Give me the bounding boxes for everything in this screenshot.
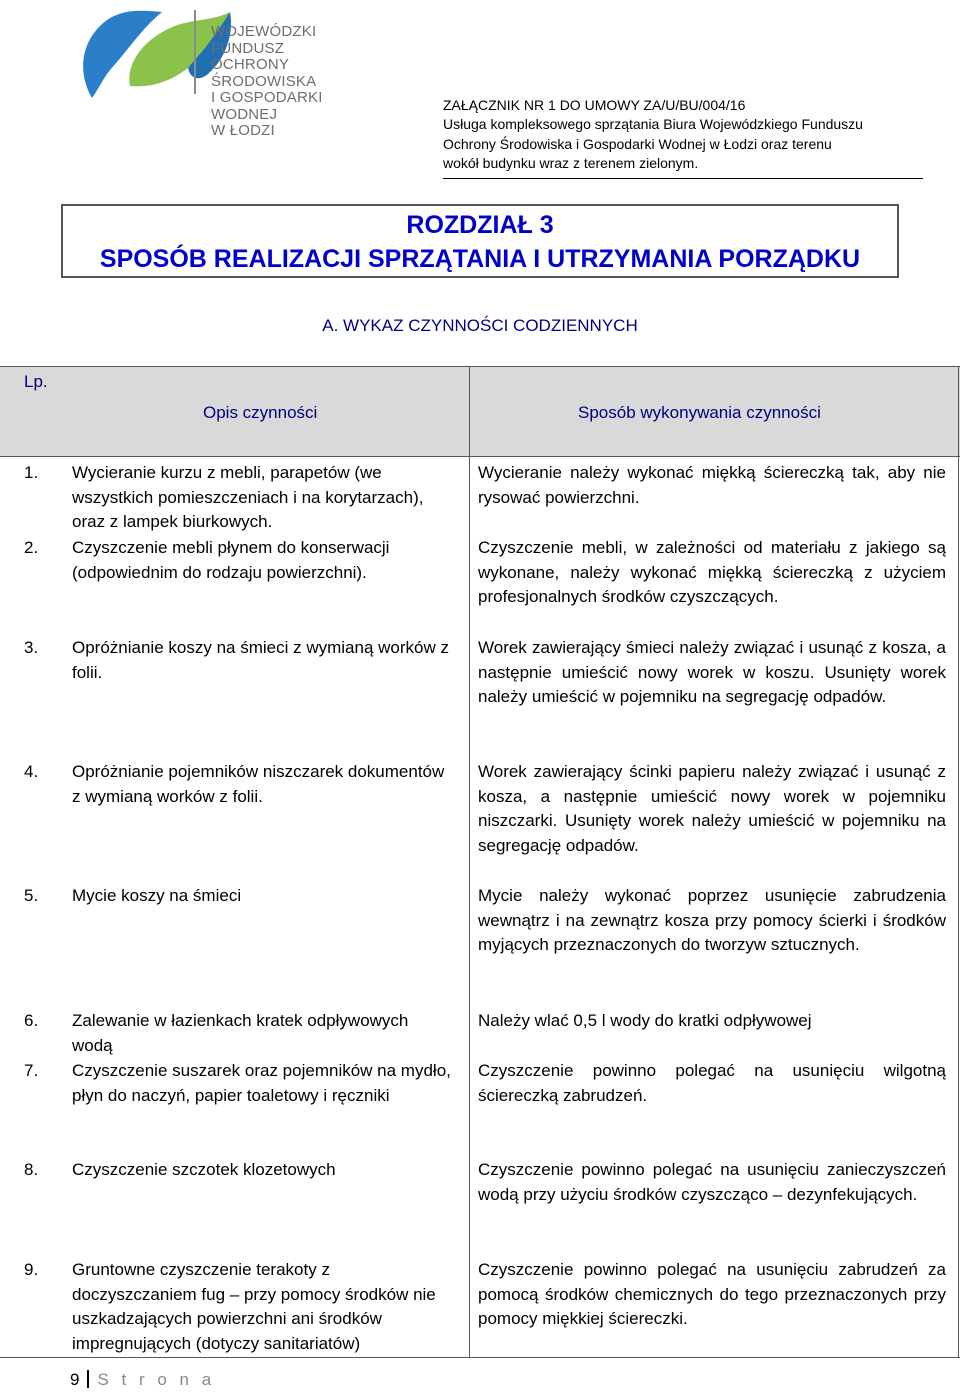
row-description: Zalewanie w łazienkach kratek odpływowych wodą [72,1011,409,1055]
chapter-box [61,204,899,278]
logo-line: W ŁODZI [211,122,275,139]
row-description: Opróżnianie pojemników niszczarek dokumentów z wymianą worków z folii. [72,762,445,806]
row-number: 9. [24,1260,39,1279]
row-description: Czyszczenie suszarek oraz pojemników na mydło, płyn do naczyń, papier toaletowy i ręczniki [72,1061,451,1105]
table-border [958,366,959,1358]
row-method: Worek zawierający śmieci należy związać i usunąć z kosza, a następnie umieścić nowy worek w koszu. Usunięty worek należy umieścić w pojemniku na segregację odpadów. [478,638,946,707]
logo-divider [194,10,196,94]
page-number: 9 [70,1370,80,1389]
row-description: Mycie koszy na śmieci [72,886,242,905]
chapter-subtitle: SPOSÓB REALIZACJI SPRZĄTANIA I UTRZYMANIA PORZĄDKU [99,245,861,273]
row-method: Worek zawierający ścinki papieru należy związać i usunąć z kosza, a następnie umieścić nowy worek w pojemniku niszczarki. Usunięty worek należy umieścić w pojemniku na segregację odpadów. [478,762,946,855]
row-description: Gruntowne czyszczenie terakoty z doczyszczaniem fug – przy pomocy środków nie uszkadzających powierzchni ani środków impregnujących (dotyczy sanitariatów) [72,1260,436,1353]
row-number: 5. [24,886,39,905]
row-description: Czyszczenie szczotek klozetowych [72,1160,336,1179]
header-divider [443,178,923,179]
row-method: Czyszczenie powinno polegać na usunięciu zanieczyszczeń wodą przy użyciu środków czyszcząco – dezynfekujących. [478,1160,946,1204]
logo-line: WOJEWÓDZKI FUNDUSZ [211,23,317,57]
table-border [0,1357,960,1358]
row-number: 8. [24,1160,39,1179]
row-method: Mycie należy wykonać poprzez usunięcie zabrudzenia wewnątrz i na zewnątrz kosza przy pomocy ścierki i środków myjących przeznaczonych do tworzyw sztucznych. [478,886,946,955]
footer-divider [87,1370,89,1388]
logo-line: I GOSPODARKI WODNEJ [211,89,323,123]
header-line: Usługa kompleksowego sprzątania Biura Wojewódzkiego Funduszu [443,116,863,133]
column-header-opis: Opis czynności [203,403,318,422]
column-separator [469,366,470,1358]
row-number: 3. [24,638,39,657]
logo-line: OCHRONY ŚRODOWISKA [211,56,317,90]
header-line: ZAŁĄCZNIK NR 1 DO UMOWY ZA/U/BU/004/16 [443,97,746,113]
page-label: S t r o n a [97,1370,216,1389]
header-line: wokół budynku wraz z terenem zielonym. [443,154,699,171]
row-method: Czyszczenie powinno polegać na usunięciu zabrudzeń za pomocą środków chemicznych do tego przeznaczonych przy pomocy miękkiej ściereczki. [478,1260,946,1329]
row-method: Czyszczenie mebli, w zależności od materiału z jakiego są wykonane, należy wykonać miękką ściereczką z użyciem profesjonalnych środków czyszczących. [478,538,946,607]
row-number: 4. [24,762,39,781]
row-method: Należy wlać 0,5 l wody do kratki odpływowej [478,1011,812,1030]
page-footer [70,1370,215,1390]
chapter-title: ROZDZIAŁ 3 [406,211,554,239]
table-border [0,366,960,367]
row-description: Wycieranie kurzu z mebli, parapetów (we wszystkich pomieszczeniach i na korytarzach), oraz z lampek biurkowych. [72,463,424,532]
row-description: Opróżnianie koszy na śmieci z wymianą worków z folii. [72,638,449,682]
row-method: Wycieranie należy wykonać miękką ściereczką tak, aby nie rysować powierzchni. [478,463,946,507]
table-border [0,456,960,457]
row-description: Czyszczenie mebli płynem do konserwacji (odpowiednim do rodzaju powierzchni). [72,538,390,582]
column-header-lp: Lp. [24,372,48,391]
row-method: Czyszczenie powinno polegać na usunięciu wilgotną ściereczką zabrudzeń. [478,1061,946,1105]
header-line: Ochrony Środowiska i Gospodarki Wodnej w Łodzi oraz terenu [443,135,832,152]
row-number: 6. [24,1011,39,1030]
row-number: 2. [24,538,39,557]
header-info [443,96,913,173]
row-number: 1. [24,463,39,482]
logo-text [211,24,391,140]
column-header-sposob: Sposób wykonywania czynności [578,403,821,422]
row-number: 7. [24,1061,39,1080]
section-title: A. WYKAZ CZYNNOŚCI CODZIENNYCH [322,316,638,335]
